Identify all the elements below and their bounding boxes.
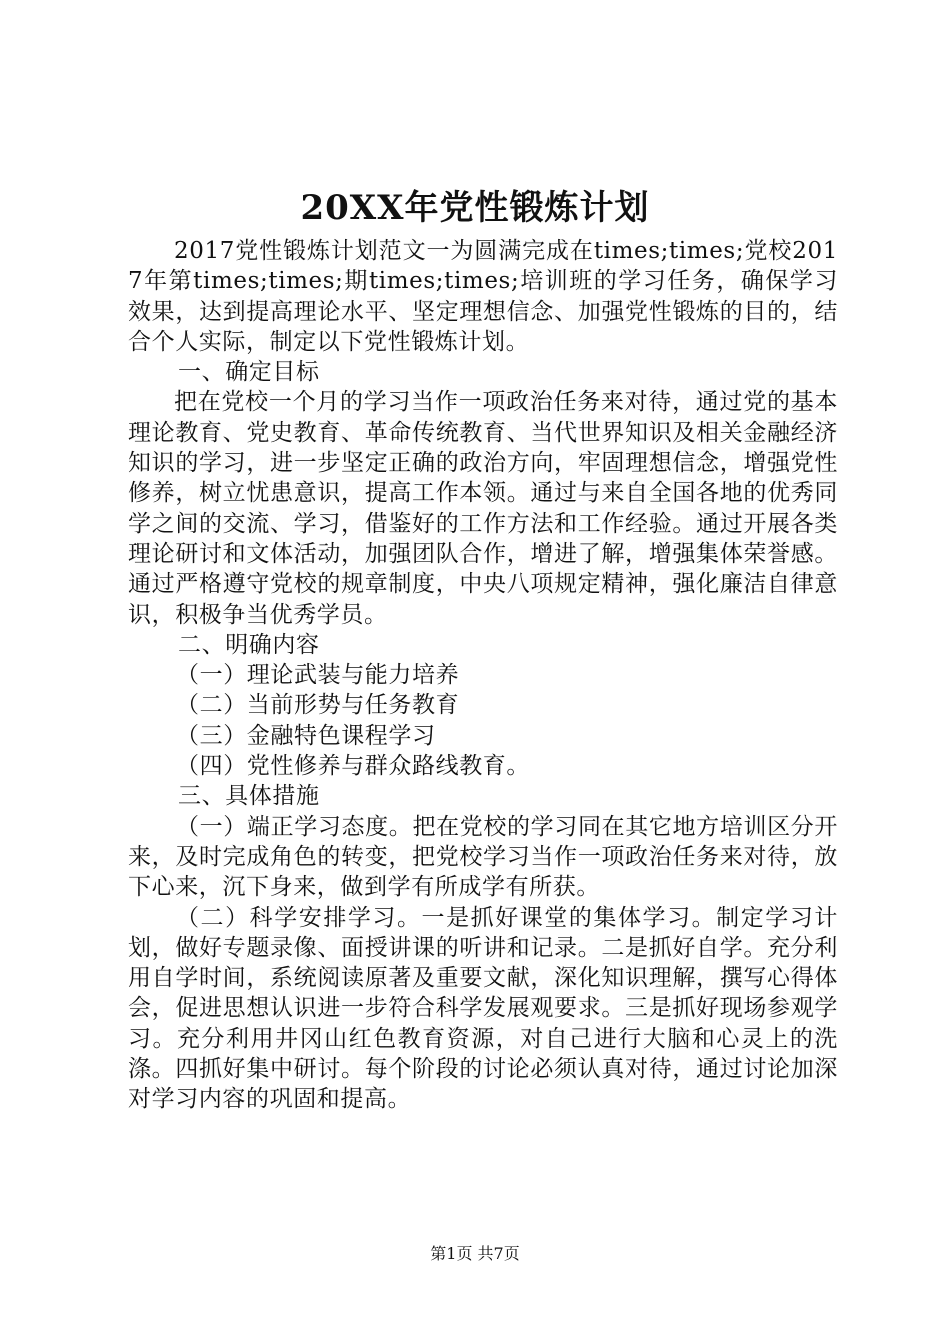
section-heading-measures: 三、具体措施 <box>178 783 320 810</box>
measure-paragraph-1: （一）端正学习态度。把在党校的学习同在其它地方培训区分开来，及时完成角色的转变，把党校学习当作一项政治任务来对待，放下心来，沉下身来，做到学有所成学有所获。 <box>128 813 838 901</box>
page-number-footer: 第1页 共7页 <box>430 1244 520 1263</box>
content-item-2: （二）当前形势与任务教育 <box>176 692 460 719</box>
measure-paragraph-2: （二）科学安排学习。一是抓好课堂的集体学习。制定学习计划，做好专题录像、面授讲课的听讲和记录。二是抓好自学。充分利用自学时间，系统阅读原著及重要文献，深化知识理解，撰写心得体会，促进思想认识进一步符合科学发展观要求。三是抓好现场参观学习。充分利用井冈山红色教育资源，对自己进行大脑和心灵上的洗涤。四抓好集中研讨。每个阶段的讨论必须认真对待，通过讨论加深对学习内容的巩固和提高。 <box>128 904 838 1113</box>
content-item-4: （四）党性修养与群众路线教育。 <box>176 753 530 780</box>
section-heading-content: 二、明确内容 <box>178 631 320 658</box>
content-item-3: （三）金融特色课程学习 <box>176 722 436 749</box>
document-body <box>128 236 838 1115</box>
goal-paragraph: 把在党校一个月的学习当作一项政治任务来对待，通过党的基本理论教育、党史教育、革命传统教育、当代世界知识及相关金融经济知识的学习，进一步坚定正确的政治方向，牢固理想信念，增强党性修养，树立忧患意识，提高工作本领。通过与来自全国各地的优秀同学之间的交流、学习，借鉴好的工作方法和工作经验。通过开展各类理论研讨和文体活动，加强团队合作，增进了解，增强集体荣誉感。通过严格遵守党校的规章制度，中央八项规定精神，强化廉洁自律意识，积极争当优秀学员。 <box>128 389 838 628</box>
intro-paragraph: 2017党性锻炼计划范文一为圆满完成在times;times;党校2017年第times;times;期times;times;培训班的学习任务，确保学习效果，达到提高理论水平、坚定理想信念、加强党性锻炼的目的，结合个人实际，制定以下党性锻炼计划。 <box>128 238 838 355</box>
section-heading-goal: 一、确定目标 <box>178 359 320 386</box>
document-title: 20XX年党性锻炼计划 <box>300 188 650 228</box>
content-item-1: （一）理论武装与能力培养 <box>176 662 460 689</box>
